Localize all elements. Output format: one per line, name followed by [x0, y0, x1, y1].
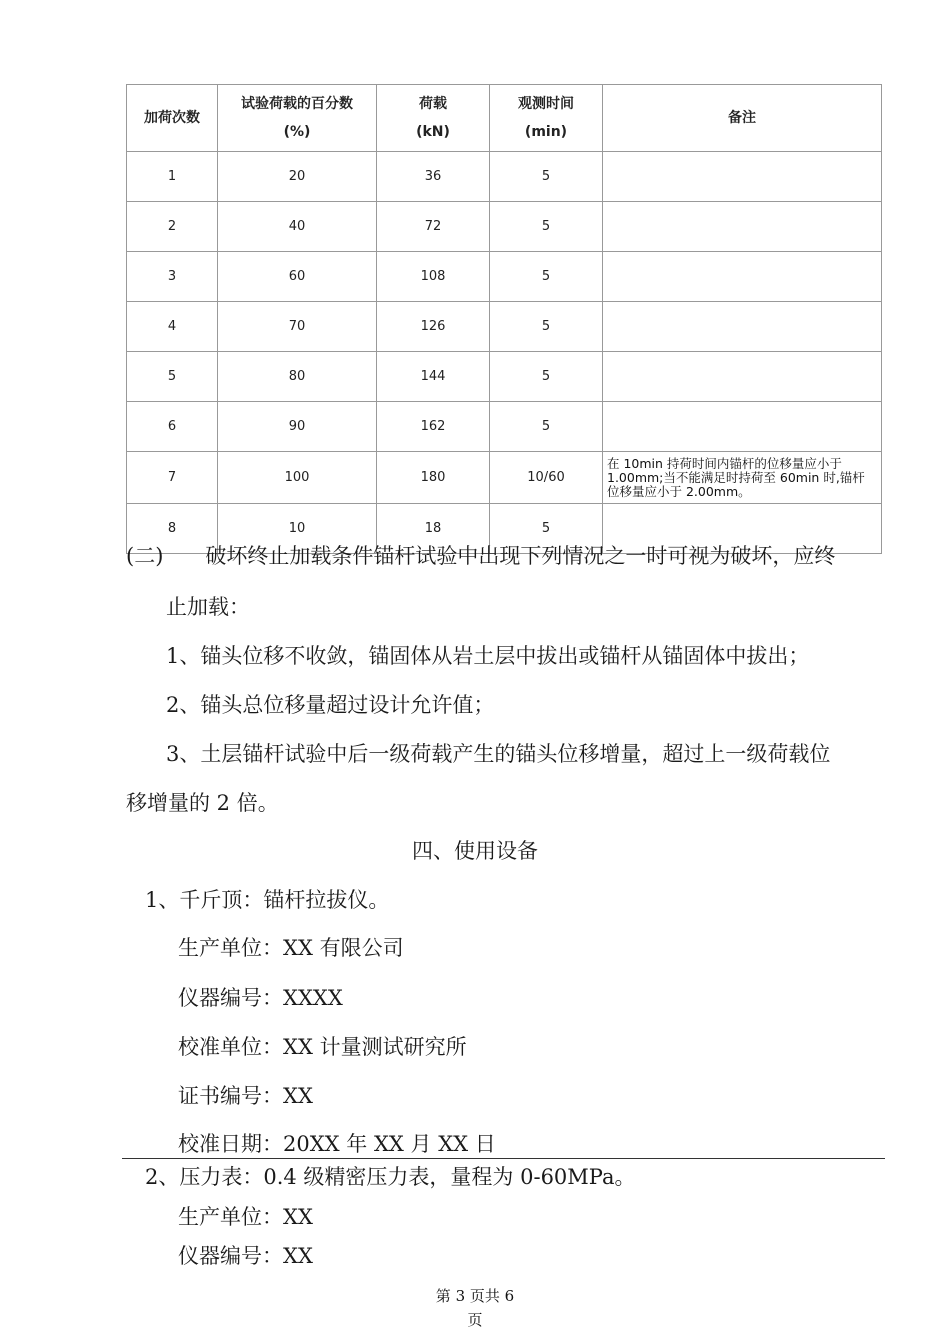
equipment-1-serial: 仪器编号：XXXX	[178, 986, 343, 1010]
table-row	[127, 352, 882, 402]
page-number	[420, 1284, 530, 1332]
table-row	[127, 402, 882, 452]
equipment-1-manufacturer: 生产单位：XX 有限公司	[178, 936, 404, 960]
cell-count: 3	[127, 252, 218, 302]
equipment-1-title: 1、千斤顶：锚杆拉拔仪。	[145, 888, 390, 912]
section4-title: 四、使用设备	[412, 839, 538, 863]
cell-remark	[603, 202, 882, 252]
cell-load: 126	[377, 302, 490, 352]
cell-count: 4	[127, 302, 218, 352]
header-percent: 试验荷载的百分数 (%)	[218, 85, 377, 152]
failure-condition-3-cont: 移增量的 2 倍。	[126, 791, 279, 815]
cell-load: 72	[377, 202, 490, 252]
cell-count: 6	[127, 402, 218, 452]
table-row	[127, 252, 882, 302]
cell-percent: 80	[218, 352, 377, 402]
load-schedule-table	[126, 84, 882, 554]
cell-load: 144	[377, 352, 490, 402]
section2-heading-cont: 止加载：	[166, 595, 250, 619]
cell-count: 7	[127, 452, 218, 504]
horizontal-rule	[122, 1158, 885, 1159]
table-row	[127, 452, 882, 504]
cell-count: 2	[127, 202, 218, 252]
cell-percent: 40	[218, 202, 377, 252]
cell-load: 162	[377, 402, 490, 452]
cell-remark	[603, 152, 882, 202]
cell-time: 5	[490, 252, 603, 302]
cell-count: 8	[127, 504, 218, 554]
cell-percent: 60	[218, 252, 377, 302]
header-load: 荷载 (kN)	[377, 85, 490, 152]
cell-load: 36	[377, 152, 490, 202]
cell-time: 10/60	[490, 452, 603, 504]
cell-remark	[603, 352, 882, 402]
cell-load: 18	[377, 504, 490, 554]
table-row	[127, 152, 882, 202]
cell-percent: 20	[218, 152, 377, 202]
cell-load: 108	[377, 252, 490, 302]
cell-time: 5	[490, 402, 603, 452]
cell-percent: 100	[218, 452, 377, 504]
table-row	[127, 302, 882, 352]
header-count: 加荷次数	[127, 85, 218, 152]
header-time: 观测时间 (min)	[490, 85, 603, 152]
header-remark: 备注	[603, 85, 882, 152]
failure-condition-1: 1、锚头位移不收敛，锚固体从岩土层中拔出或锚杆从锚固体中拔出；	[166, 644, 810, 668]
table-header-row	[127, 85, 882, 152]
cell-load: 180	[377, 452, 490, 504]
cell-percent: 90	[218, 402, 377, 452]
cell-time: 5	[490, 352, 603, 402]
equipment-1-calibration-unit: 校准单位：XX 计量测试研究所	[178, 1035, 467, 1059]
cell-time: 5	[490, 504, 603, 554]
cell-remark: 在 10min 持荷时间内锚杆的位移量应小于 1.00mm;当不能满足时持荷至 60min 时,锚杆位移量应小于 2.00mm。	[603, 452, 882, 504]
cell-percent: 70	[218, 302, 377, 352]
cell-remark	[603, 252, 882, 302]
cell-count: 5	[127, 352, 218, 402]
cell-time: 5	[490, 152, 603, 202]
equipment-2-serial: 仪器编号：XX	[178, 1244, 313, 1268]
cell-remark	[603, 302, 882, 352]
cell-percent: 10	[218, 504, 377, 554]
cell-remark	[603, 402, 882, 452]
page-number-line2: 页	[467, 1311, 483, 1329]
failure-condition-2: 2、锚头总位移量超过设计允许值；	[166, 693, 495, 717]
cell-time: 5	[490, 202, 603, 252]
failure-condition-3: 3、土层锚杆试验中后一级荷载产生的锚头位移增量，超过上一级荷载位	[166, 742, 831, 766]
equipment-1-calibration-date: 校准日期：20XX 年 XX 月 XX 日	[178, 1132, 496, 1156]
equipment-2-title: 2、压力表：0.4 级精密压力表，量程为 0-60MPa。	[145, 1165, 636, 1189]
cell-time: 5	[490, 302, 603, 352]
page-number-line1: 第 3 页共 6	[435, 1287, 515, 1305]
equipment-2-manufacturer: 生产单位：XX	[178, 1205, 313, 1229]
section2-heading: (二) 破坏终止加载条件锚杆试验中出现下列情况之一时可视为破坏，应终	[126, 544, 836, 568]
equipment-1-certificate-no: 证书编号：XX	[178, 1084, 313, 1108]
table-row	[127, 202, 882, 252]
cell-count: 1	[127, 152, 218, 202]
